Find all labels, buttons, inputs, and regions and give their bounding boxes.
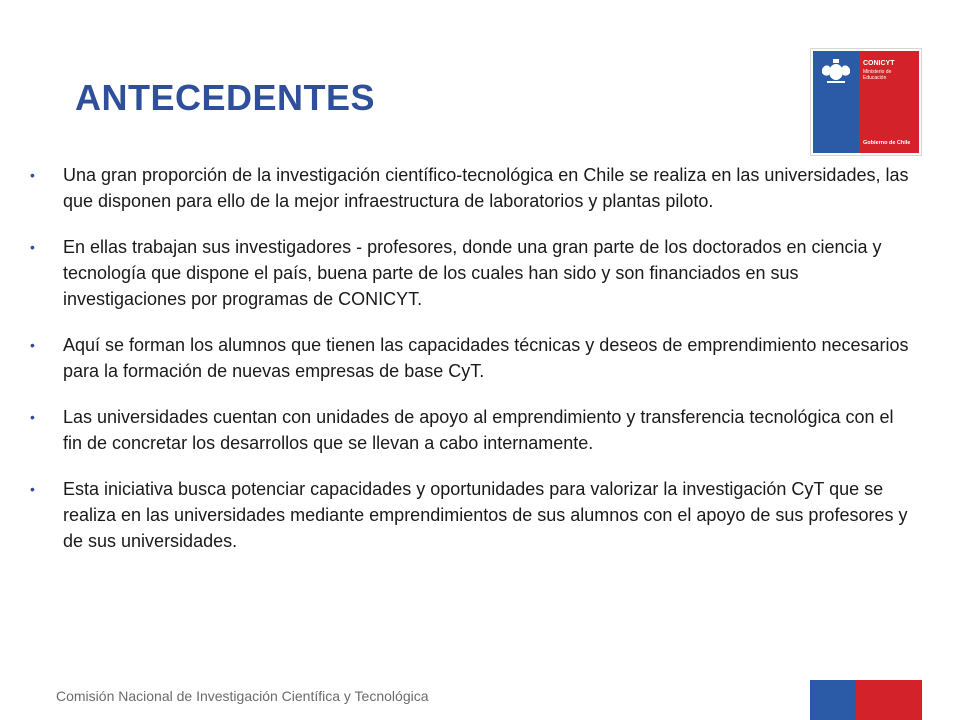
flag-blue-block xyxy=(810,680,856,720)
flag-red-block xyxy=(856,680,922,720)
bullet-item xyxy=(30,162,910,214)
logo-government: Gobierno de Chile xyxy=(863,140,911,146)
bullet-text: En ellas trabajan sus investigadores - profesores, donde una gran parte de los doctorados en ciencia y tecnología que dispone el país, buena parte de los cuales han sido y son financiados en sus investigaciones por programas de CONICYT. xyxy=(63,237,882,309)
bullet-item xyxy=(30,476,910,554)
chile-coat-of-arms-icon xyxy=(817,57,855,87)
bullet-dot: • xyxy=(30,409,35,425)
bullet-item xyxy=(30,332,910,384)
bullet-dot: • xyxy=(30,337,35,353)
bullet-text: Una gran proporción de la investigación científico-tecnológica en Chile se realiza en las universidades, las que disponen para ello de la mejor infraestructura de laboratorios y plantas piloto. xyxy=(63,165,909,211)
bullet-item xyxy=(30,404,910,456)
bullet-text: Esta iniciativa busca potenciar capacidades y oportunidades para valorizar la investigación CyT que se realiza en las universidades mediante emprendimientos de sus alumnos con el apoyo de sus profesores y de sus universidades. xyxy=(63,479,908,551)
bullet-dot: • xyxy=(30,239,35,255)
bullet-dot: • xyxy=(30,481,35,497)
bullet-text: Las universidades cuentan con unidades de apoyo al emprendimiento y transferencia tecnológica con el fin de concretar los desarrollos que se llevan a cabo internamente. xyxy=(63,407,894,453)
conicyt-logo xyxy=(810,48,922,156)
bullet-item xyxy=(30,234,910,312)
logo-brand: CONICYT xyxy=(863,60,895,67)
slide-title: ANTECEDENTES xyxy=(75,77,376,118)
logo-ministry: Ministerio de Educación xyxy=(863,69,892,81)
bullet-list xyxy=(30,162,910,574)
footer-text: Comisión Nacional de Investigación Científica y Tecnológica xyxy=(56,688,429,704)
bullet-dot: • xyxy=(30,167,35,183)
chile-flag-bar-icon xyxy=(810,680,922,720)
bullet-text: Aquí se forman los alumnos que tienen las capacidades técnicas y deseos de emprendimiento necesarios para la formación de nuevas empresas de base CyT. xyxy=(63,335,909,381)
